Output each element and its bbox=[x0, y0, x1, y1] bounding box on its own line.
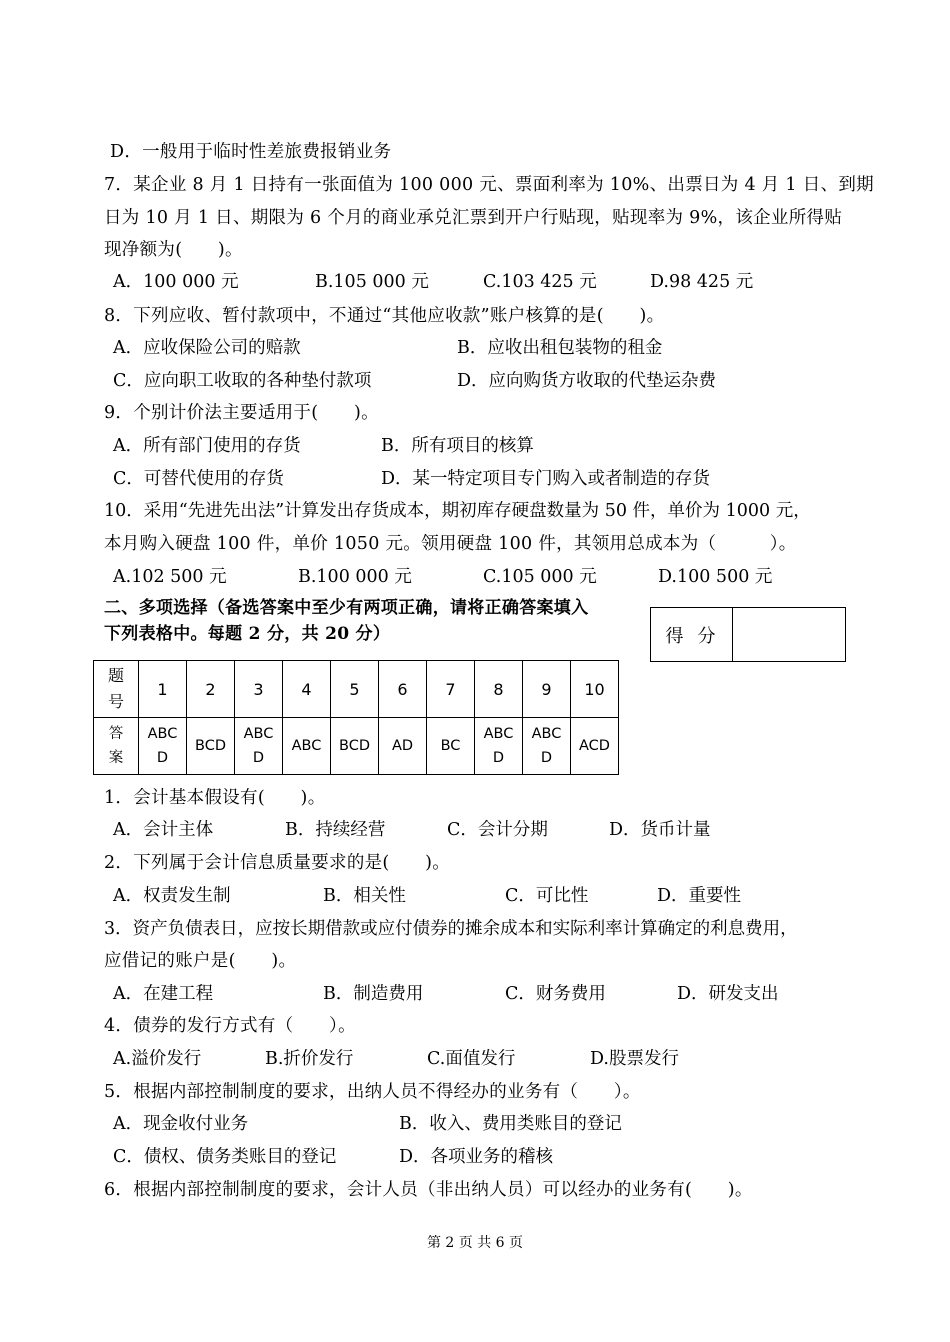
q8-option-c: C．应向职工收取的各种垫付款项 bbox=[113, 371, 372, 391]
q7-stem-line3: 现净额为( )。 bbox=[104, 240, 243, 260]
page-footer: 第 2 页 共 6 页 bbox=[426, 1235, 524, 1251]
m5-option-a: A．现金收付业务 bbox=[113, 1114, 249, 1134]
table-cell-number: 2 bbox=[187, 661, 235, 718]
table-cell-answer[interactable]: ABCD bbox=[139, 718, 187, 775]
q9-stem: 9．个别计价法主要适用于( )。 bbox=[104, 403, 379, 423]
m6-stem: 6．根据内部控制制度的要求，会计人员（非出纳人员）可以经办的业务有( )。 bbox=[104, 1180, 753, 1200]
table-row-numbers bbox=[94, 661, 619, 718]
score-box bbox=[650, 607, 846, 662]
m1-option-a: A．会计主体 bbox=[113, 820, 214, 840]
table-cell-number: 1 bbox=[139, 661, 187, 718]
q8-option-d: D．应向购货方收取的代垫运杂费 bbox=[457, 371, 717, 391]
q8-option-b: B．应收出租包装物的租金 bbox=[457, 338, 663, 358]
q9-option-b: B．所有项目的核算 bbox=[381, 436, 534, 456]
m4-option-c: C.面值发行 bbox=[427, 1049, 516, 1069]
m2-option-b: B．相关性 bbox=[323, 886, 406, 906]
q7-option-a: A．100 000 元 bbox=[113, 272, 239, 292]
m5-option-b: B．收入、费用类账目的登记 bbox=[399, 1114, 622, 1134]
table-cell-answer[interactable]: AD bbox=[379, 718, 427, 775]
m4-option-d: D.股票发行 bbox=[590, 1049, 679, 1069]
score-label: 得分 bbox=[651, 608, 733, 661]
q10-option-c: C.105 000 元 bbox=[483, 567, 597, 587]
q10-option-a: A.102 500 元 bbox=[113, 567, 227, 587]
m2-stem: 2．下列属于会计信息质量要求的是( )。 bbox=[104, 853, 451, 873]
m3-option-c: C．财务费用 bbox=[505, 984, 606, 1004]
score-field[interactable] bbox=[733, 608, 845, 661]
section2-title-line2: 下列表格中。每题 2 分，共 20 分） bbox=[104, 624, 391, 644]
m5-option-d: D．各项业务的稽核 bbox=[399, 1147, 554, 1167]
q10-option-d: D.100 500 元 bbox=[658, 567, 773, 587]
m2-option-c: C．可比性 bbox=[505, 886, 589, 906]
table-cell-answer[interactable]: BC bbox=[427, 718, 475, 775]
q9-option-d: D．某一特定项目专门购入或者制造的存货 bbox=[381, 469, 711, 489]
q6-option-d: D．一般用于临时性差旅费报销业务 bbox=[110, 142, 392, 162]
q9-option-c: C．可替代使用的存货 bbox=[113, 469, 284, 489]
table-cell-number: 4 bbox=[283, 661, 331, 718]
table-cell-answer[interactable]: ABCD bbox=[523, 718, 571, 775]
table-cell-answer[interactable]: ABC bbox=[283, 718, 331, 775]
section2-title-line1: 二、多项选择（备选答案中至少有两项正确，请将正确答案填入 bbox=[104, 598, 589, 618]
q7-option-c: C.103 425 元 bbox=[483, 272, 597, 292]
m3-option-a: A．在建工程 bbox=[113, 984, 214, 1004]
table-cell-number: 7 bbox=[427, 661, 475, 718]
table-cell-number: 6 bbox=[379, 661, 427, 718]
q7-stem-line1: 7．某企业 8 月 1 日持有一张面值为 100 000 元、票面利率为 10%、出票日为 4 月 1 日、到期 bbox=[104, 175, 874, 195]
q10-option-b: B.100 000 元 bbox=[298, 567, 412, 587]
m4-stem: 4．债券的发行方式有（ ）。 bbox=[104, 1016, 356, 1036]
m3-option-b: B．制造费用 bbox=[323, 984, 424, 1004]
table-cell-answer[interactable]: ABCD bbox=[475, 718, 523, 775]
m5-option-c: C．债权、债务类账目的登记 bbox=[113, 1147, 337, 1167]
table-cell-number: 3 bbox=[235, 661, 283, 718]
table-cell-number: 9 bbox=[523, 661, 571, 718]
q10-stem-line1: 10．采用“先进先出法”计算发出存货成本，期初库存硬盘数量为 50 件，单价为 1000 元， bbox=[104, 501, 811, 521]
m5-stem: 5．根据内部控制制度的要求，出纳人员不得经办的业务有（ ）。 bbox=[104, 1082, 641, 1102]
table-cell-answer[interactable]: ABCD bbox=[235, 718, 283, 775]
q10-stem-line2: 本月购入硬盘 100 件，单价 1050 元。领用硬盘 100 件，其领用总成本为（ ）。 bbox=[104, 534, 797, 554]
table-cell-number: 5 bbox=[331, 661, 379, 718]
m1-option-c: C．会计分期 bbox=[447, 820, 548, 840]
row-header-number: 题号 bbox=[94, 661, 139, 718]
q7-option-d: D.98 425 元 bbox=[650, 272, 754, 292]
q8-stem: 8．下列应收、暂付款项中，不通过“其他应收款”账户核算的是( )。 bbox=[104, 306, 665, 326]
m1-option-b: B．持续经营 bbox=[285, 820, 386, 840]
q9-option-a: A．所有部门使用的存货 bbox=[113, 436, 301, 456]
m2-option-d: D．重要性 bbox=[657, 886, 742, 906]
table-row-answers bbox=[94, 718, 619, 775]
answer-table bbox=[93, 660, 619, 775]
m3-stem-line1: 3．资产负债表日，应按长期借款或应付债券的摊余成本和实际利率计算确定的利息费用， bbox=[104, 919, 798, 939]
m3-option-d: D．研发支出 bbox=[677, 984, 779, 1004]
table-cell-answer[interactable]: ACD bbox=[571, 718, 619, 775]
m4-option-a: A.溢价发行 bbox=[113, 1049, 202, 1069]
table-cell-number: 10 bbox=[571, 661, 619, 718]
m4-option-b: B.折价发行 bbox=[265, 1049, 354, 1069]
table-cell-answer[interactable]: BCD bbox=[331, 718, 379, 775]
m2-option-a: A．权责发生制 bbox=[113, 886, 231, 906]
m3-stem-line2: 应借记的账户是( )。 bbox=[104, 951, 297, 971]
q8-option-a: A．应收保险公司的赔款 bbox=[113, 338, 301, 358]
q7-stem-line2: 日为 10 月 1 日、期限为 6 个月的商业承兑汇票到开户行贴现，贴现率为 9%，该企业所得贴 bbox=[104, 208, 843, 228]
table-cell-number: 8 bbox=[475, 661, 523, 718]
row-header-answer: 答案 bbox=[94, 718, 139, 775]
table-cell-answer[interactable]: BCD bbox=[187, 718, 235, 775]
q7-option-b: B.105 000 元 bbox=[315, 272, 429, 292]
m1-stem: 1．会计基本假设有( )。 bbox=[104, 788, 326, 808]
m1-option-d: D．货币计量 bbox=[609, 820, 711, 840]
